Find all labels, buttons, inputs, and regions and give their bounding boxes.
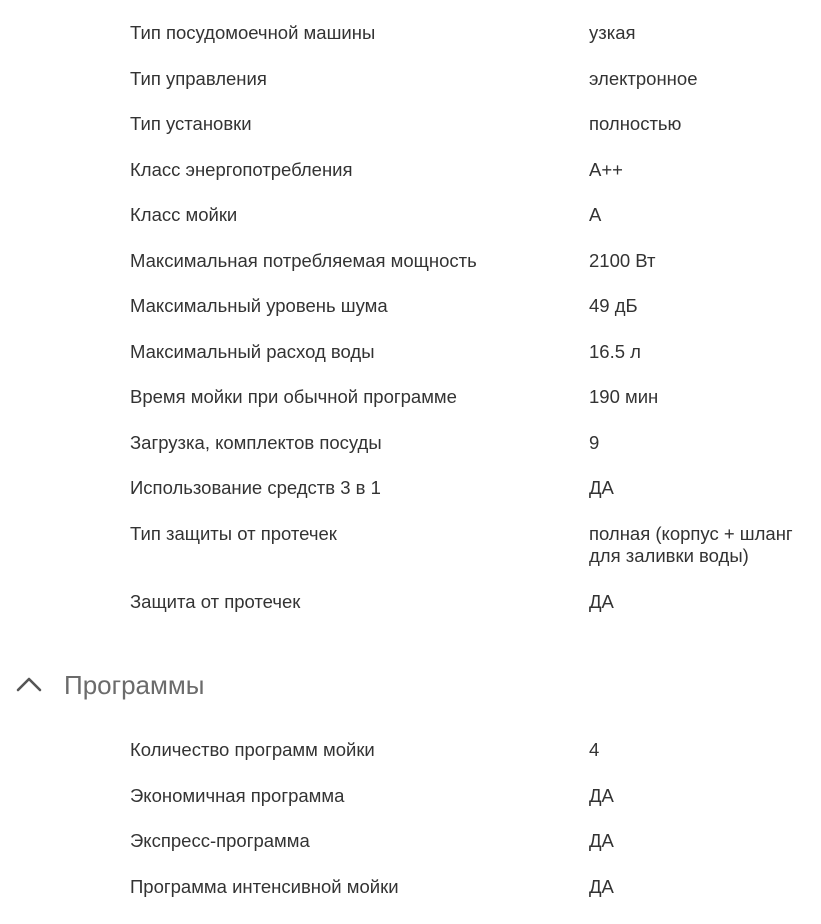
spec-value: ДА — [589, 876, 614, 897]
spec-label: Количество программ мойки — [130, 739, 375, 760]
spec-label: Тип установки — [130, 113, 252, 134]
chevron-up-icon — [16, 674, 42, 694]
spec-label: Экономичная программа — [130, 785, 345, 806]
spec-value: A — [589, 204, 602, 225]
spec-value: 4 — [589, 739, 600, 760]
spec-value: 49 дБ — [589, 295, 638, 316]
spec-value: 190 мин — [589, 386, 659, 407]
spec-label: Класс мойки — [130, 204, 238, 225]
spec-label: Тип защиты от протечек — [130, 523, 337, 544]
spec-label: Тип управления — [130, 68, 267, 89]
spec-label: Загрузка, комплектов посуды — [130, 432, 382, 453]
spec-label: Программа интенсивной мойки — [130, 876, 399, 897]
spec-value: полная (корпус + шланг для заливки воды) — [589, 523, 793, 566]
spec-value: ДА — [589, 785, 614, 806]
spec-value: ДА — [589, 591, 614, 612]
spec-label: Максимальный уровень шума — [130, 295, 388, 316]
spec-label: Время мойки при обычной программе — [130, 386, 457, 407]
spec-label: Класс энергопотребления — [130, 159, 353, 180]
spec-value: ДА — [589, 830, 614, 851]
spec-value: 9 — [589, 432, 600, 453]
spec-label: Тип посудомоечной машины — [130, 22, 376, 43]
spec-value: A++ — [589, 159, 623, 180]
spec-value: электронное — [589, 68, 698, 89]
spec-value: ДА — [589, 477, 614, 498]
spec-value: 16.5 л — [589, 341, 641, 362]
section-title: Программы — [64, 670, 205, 700]
spec-value: 2100 Вт — [589, 250, 656, 271]
spec-label: Защита от протечек — [130, 591, 301, 612]
spec-value: узкая — [589, 22, 636, 43]
spec-value: полностью — [589, 113, 682, 134]
spec-label: Максимальная потребляемая мощность — [130, 250, 477, 271]
spec-label: Использование средств 3 в 1 — [130, 477, 381, 498]
spec-label: Максимальный расход воды — [130, 341, 375, 362]
spec-label: Экспресс-программа — [130, 830, 310, 851]
programs-section-toggle[interactable] — [0, 666, 821, 706]
